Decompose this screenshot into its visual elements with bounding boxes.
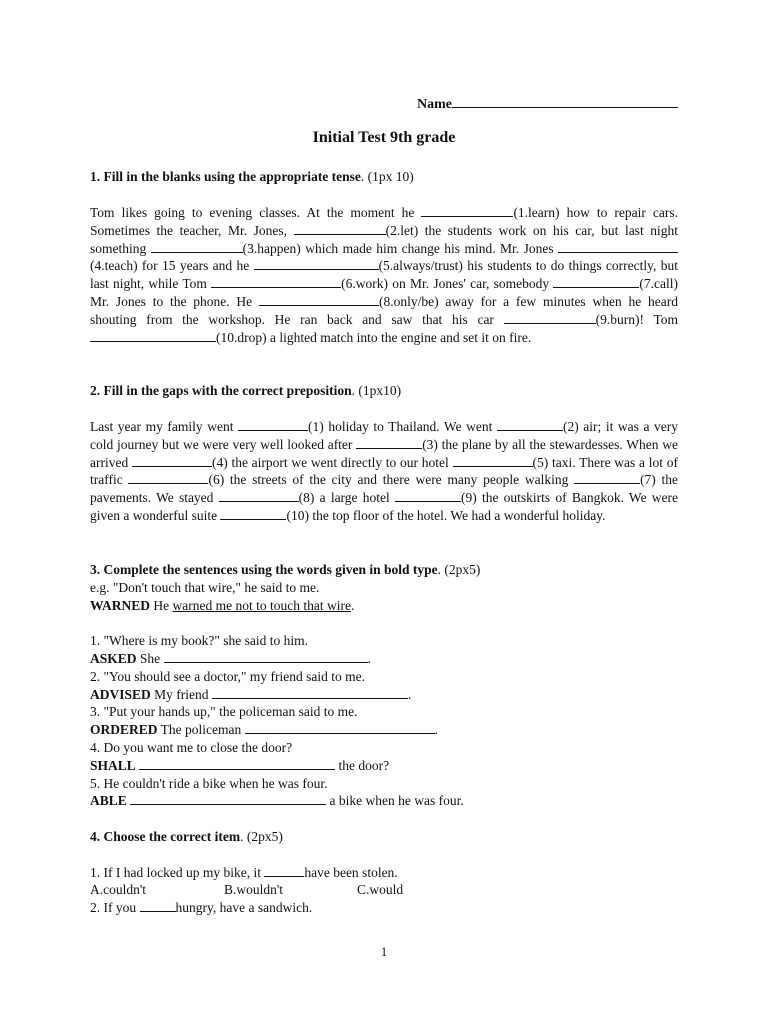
gap-1[interactable] <box>238 418 308 431</box>
section-4-points: . (2px5) <box>240 829 283 844</box>
rephrase-question-5: 5. He couldn't ride a bike when he was four. <box>90 775 328 791</box>
blank-3[interactable] <box>151 240 243 253</box>
answer-blank-3[interactable] <box>245 721 435 734</box>
blank-4[interactable] <box>558 240 678 253</box>
option-b[interactable]: B.wouldn't <box>224 882 284 898</box>
rephrase-question-1: 1. "Where is my book?" she said to him. <box>90 633 308 649</box>
blank-7[interactable] <box>553 275 639 288</box>
blank-6[interactable] <box>211 275 341 288</box>
choice-blank-1[interactable] <box>264 864 304 877</box>
gap-8[interactable] <box>219 489 299 502</box>
gap-2[interactable] <box>497 418 563 431</box>
choice-question-1: 1. If I had locked up my bike, it have been stolen. <box>90 864 398 880</box>
section-3-title: 3. Complete the sentences using the words given in bold type <box>90 562 438 577</box>
blank-5[interactable] <box>254 257 379 270</box>
rephrase-answer-3: ORDERED The policeman . <box>90 722 438 738</box>
gap-5[interactable] <box>453 454 533 467</box>
name-blank[interactable] <box>452 94 678 108</box>
choice-options-1 <box>90 881 678 899</box>
rephrase-question-4: 4. Do you want me to close the door? <box>90 739 293 755</box>
section-4-title: 4. Choose the correct item <box>90 829 241 844</box>
answer-blank-1[interactable] <box>164 650 368 663</box>
section-3 <box>90 561 678 810</box>
example-sentence: e.g. "Don't touch that wire," he said to me. <box>90 579 320 595</box>
answer-blank-5[interactable] <box>130 792 326 805</box>
section-4 <box>90 828 678 917</box>
blank-2[interactable] <box>294 222 386 235</box>
gap-3[interactable] <box>356 436 422 449</box>
name-field <box>417 94 678 113</box>
section-1-text: Tom likes going to evening classes. At the moment he (1.learn) how to repair cars. Sometimes the teacher, Mr. Jones, (2.let) the students work on his car, but last night something (3.happen) which made him change his mind. Mr. Jones (4.teach) for 15 years and he (5.always/trust) his students to do things correctly, but last night, while Tom (6.work) on Mr. Jones' car, somebody (7.call) Mr. Jones to the phone. He (8.only/be) away for a few minutes when he heard shouting from the workshop. He ran back and saw that his car (9.burn)! Tom (10.drop) a lighted match into the engine and set it on fire. <box>90 205 679 345</box>
choice-blank-2[interactable] <box>140 899 176 912</box>
choice-question-2: 2. If you hungry, have a sandwich. <box>90 900 313 916</box>
gap-6[interactable] <box>128 471 208 484</box>
blank-8[interactable] <box>259 293 379 306</box>
gap-4[interactable] <box>132 454 212 467</box>
section-2-points: . (1px10) <box>351 383 402 398</box>
page-number: 1 <box>380 944 388 959</box>
section-2-heading <box>90 382 678 400</box>
rephrase-answer-2: ADVISED My friend . <box>90 686 412 702</box>
section-1-points: . (1px 10) <box>360 169 414 184</box>
section-1-heading <box>90 168 678 186</box>
blank-10[interactable] <box>90 329 216 342</box>
section-1-title: 1. Fill in the blanks using the appropriate tense <box>90 169 361 184</box>
answer-blank-4[interactable] <box>139 757 335 770</box>
answer-blank-2[interactable] <box>212 686 408 699</box>
rephrase-answer-1: ASKED She . <box>90 650 371 666</box>
rephrase-question-3: 3. "Put your hands up," the policeman said to me. <box>90 704 358 720</box>
example-answer-line: WARNED He warned me not to touch that wire. <box>90 597 355 613</box>
option-c[interactable]: C.would <box>357 882 404 898</box>
rephrase-answer-4: SHALL the door? <box>90 757 390 773</box>
gap-9[interactable] <box>395 489 461 502</box>
gap-7[interactable] <box>574 471 640 484</box>
gap-10[interactable] <box>220 507 286 520</box>
name-label: Name <box>417 97 452 112</box>
page-title: Initial Test 9th grade <box>312 129 456 146</box>
section-2-title: 2. Fill in the gaps with the correct preposition <box>90 383 352 398</box>
blank-1[interactable] <box>421 204 513 217</box>
rephrase-answer-5: ABLE a bike when he was four. <box>90 793 464 809</box>
section-3-points: . (2px5) <box>437 562 481 577</box>
option-a[interactable]: A.couldn't <box>90 882 147 898</box>
blank-9[interactable] <box>504 311 596 324</box>
rephrase-question-2: 2. "You should see a doctor," my friend said to me. <box>90 668 365 684</box>
section-2-text: Last year my family went (1) holiday to Thailand. We went (2) air; it was a very cold journey but we were very well looked after (3) the plane by all the stewardesses. When we arrived (4) the airport we went directly to our hotel (5) taxi. There was a lot of traffic (6) the streets of the city and there were many people walking (7) the pavements. We stayed (8) a large hotel (9) the outskirts of Bangkok. We were given a wonderful suite (10) the top floor of the hotel. We had a wonderful holiday. <box>90 419 679 523</box>
